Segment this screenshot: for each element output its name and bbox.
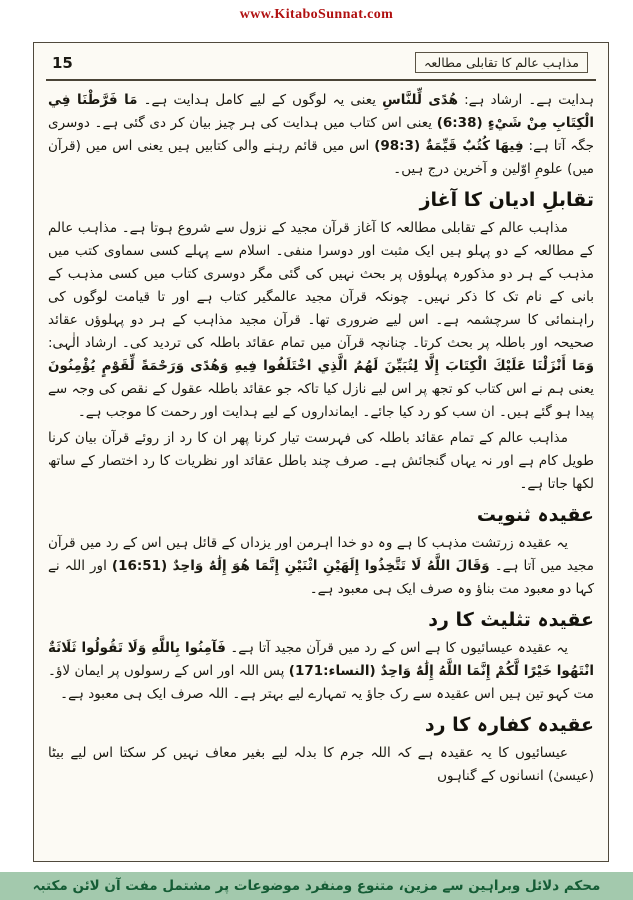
book-title: مذاہب عالم کا تقابلی مطالعہ [415,52,588,73]
section-heading-trinity-refutation: عقیدہ تثلیث کا رد [428,609,594,631]
paragraph [48,532,594,601]
text-run: مذاہب عالم کے تقابلی مطالعہ کا آغاز قرآن مجید کے نزول سے شروع ہوتا ہے۔ مذاہب عالم کے مطالعہ کے دو پہلو ہیں ایک مثبت اور دوسرا منفی۔ اسلام سے پہلے کسی سماوی کتب میں مذہب کے ہر دو مذکورہ پہلوؤں پر بحث نہیں کی گئی مگر دوسری کتاب میں کسی مذہب کے بانی کے نام تک کا ذکر نہیں۔ چونکہ قرآن مجید عالمگیر کتاب ہے اور تا قیامت لوگوں کی راہنمائی کا سرچشمہ ہے۔ اس لیے ضروری تھا۔ قرآن مجید مذاہب کے ہر دو پہلوؤں عقائد صحیحہ اور باطلہ پر بحث کرتا۔ چنانچہ قرآن میں تمام عقائد باطلہ کی تردید کی۔ ارشاد الٰہی: [48,220,594,351]
page-number: 15 [52,53,73,72]
arabic-verse: وَمَا أَنْزَلْنَا عَلَيْكَ الْكِتَابَ إِلَّا لِتُبَيِّنَ لَهُمُ الَّذِي اخْتَلَفُوا فِيهِ وَهُدًى وَرَحْمَةً لِّقَوْمٍ يُؤْمِنُونَ [48,358,594,374]
watermark-link[interactable]: www.KitaboSunnat.com [239,7,394,22]
paragraph [48,217,594,424]
paragraph [48,637,594,706]
section-heading-comparative-religion-origin: تقابلِ ادیان کا آغاز [419,189,594,211]
arabic-verse: وَقَالَ اللَّهُ لَا تَتَّخِذُوا إِلَهَيْنِ اثْنَيْنِ إِنَّمَا هُوَ إِلَٰهٌ وَاحِدٌ (16:51) [111,558,490,574]
page-header [46,49,596,81]
arabic-verse: هُدًى لِّلنَّاسِ [382,92,458,108]
text-run: اور اللہ نے کہا دو معبود مت بناؤ وہ صرف ایک ہی معبود ہے۔ [48,558,594,597]
text-run: مذاہب عالم کے تمام عقائد باطلہ کی فہرست تیار کرنا پھر ان کا رد از روئے قرآن بیان کرنا طویل کام ہے اور نہ یہاں گنجائش ہے۔ صرف چند باطل عقائد اور نظریات کا رد اختصار کے ساتھ لکھا جاتا ہے۔ [48,430,594,492]
paragraph [48,427,594,496]
intro-paragraph [48,89,594,181]
text-run: یعنی ہم نے اس کتاب کو تجھ پر اس لیے نازل کیا تاکہ جو عقائد باطلہ عقول کے نقص کی وجہ سے پیدا ہو گئے ہیں۔ ان سب کو رد کیا جائے۔ ایمانداروں کے لیے ہدایت اور رحمت کا موجب ہے۔ [48,381,594,420]
text-run: یہ عقیدہ عیسائیوں کا ہے اس کے رد میں قرآن مجید آتا ہے۔ [225,640,568,656]
arabic-verse: مَا فَرَّطْنَا فِي الْكِتَابِ مِنْ شَيْءٍ (6:38) [48,92,594,131]
text-run: پس اللہ اور اس کے رسولوں پر ایمان لاؤ۔ مت کہو تین ہیں اس عقیدہ سے رک جاؤ یہ تمہارے لیے بہتر ہے۔ اللہ صرف ایک ہی معبود ہے۔ [48,663,594,702]
arabic-verse: فَآمِنُوا بِاللَّهِ وَلَا تَقُولُوا ثَلَاثَةٌ انْتَهُوا خَيْرًا لَّكُمْ إِنَّمَا اللَّهُ إِلَٰهٌ وَاحِدٌ (النساء:171) [48,640,595,679]
text-run: عیسائیوں کا یہ عقیدہ ہے کہ اللہ جرم کا بدلہ لیے بغیر معاف نہیں کر سکتا اس لیے بیٹا (عیسیٰ) انسانوں کے گناہوں [48,745,594,784]
section-heading-atonement-refutation: عقیدہ کفارہ کا رد [424,714,594,736]
watermark-bar [0,0,633,30]
text-run: یعنی اس کتاب میں ہدایت کی ہر چیز بیان کر دی گئی ہے۔ دوسری جگہ آتا ہے: [48,115,594,154]
section-heading-dualism: عقیدہ ثنویت [476,504,594,526]
scanned-page [33,42,609,862]
page-content [46,81,596,788]
text-run: اس میں قائم رہنے والی کتابیں ہیں یعنی اس میں (قرآن میں) علومِ اوّلین و آخرین درج ہیں۔ [48,138,594,177]
footer-bar [0,872,633,900]
paragraph [48,742,594,788]
text-run: ہدایت ہے۔ ارشاد ہے: [457,92,594,108]
arabic-verse: فِيهَا كُتُبٌ قَيِّمَةٌ (98:3) [374,138,524,154]
text-run: یہ عقیدہ زرتشت مذہب کا ہے وہ دو خدا اہرمن اور یزداں کے قائل ہیں اس کے رد میں قرآن مجید میں آتا ہے۔ [48,535,594,574]
footer-text: محکم دلائل وبراہین سے مزین، متنوع ومنفرد موضوعات پر مشتمل مفت آن لائن مکتبہ [32,878,601,894]
text-run: یعنی یہ لوگوں کے لیے کامل ہدایت ہے۔ [137,92,383,108]
